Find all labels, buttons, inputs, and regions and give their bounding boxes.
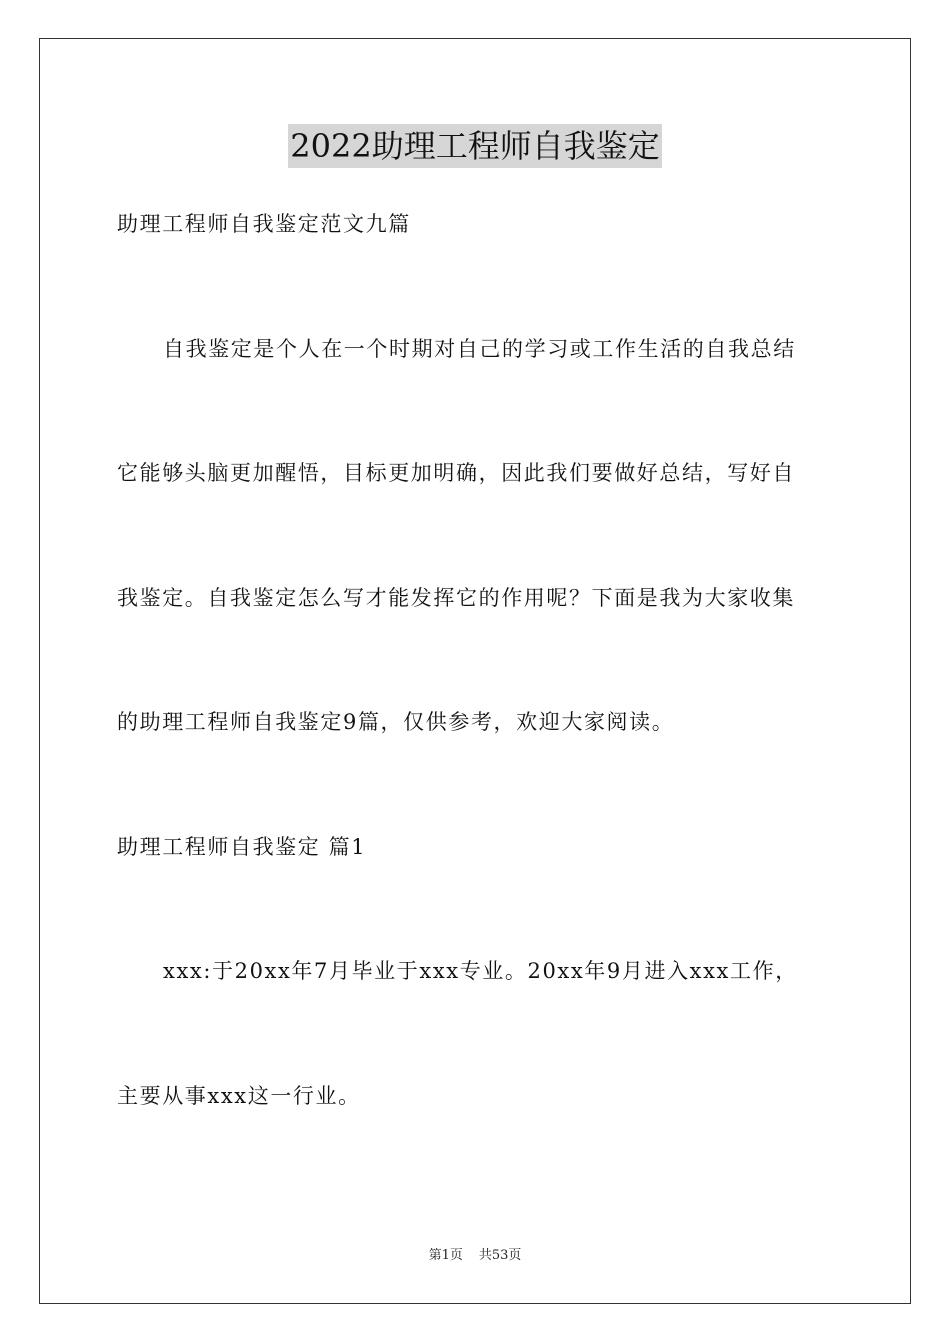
- subtitle-line: 助理工程师自我鉴定范文九篇: [117, 212, 411, 236]
- paragraph-line: xxx:于20xx年7月毕业于xxx专业。20xx年9月进入xxx工作，: [163, 959, 798, 983]
- paragraph-line: 我鉴定。自我鉴定怎么写才能发挥它的作用呢？下面是我为大家收集: [117, 586, 795, 610]
- page-footer: [0, 1247, 950, 1265]
- title-container: [0, 124, 950, 168]
- page-number: 第1页: [428, 1248, 463, 1263]
- page-total: 共53页: [478, 1248, 522, 1263]
- paragraph-line: 主要从事xxx这一行业。: [117, 1084, 361, 1108]
- document-title: 2022助理工程师自我鉴定: [288, 124, 661, 168]
- paragraph-line: 的助理工程师自我鉴定9篇，仅供参考，欢迎大家阅读。: [117, 710, 675, 734]
- section-heading: 助理工程师自我鉴定 篇1: [117, 835, 367, 859]
- paragraph-line: 自我鉴定是个人在一个时期对自己的学习或工作生活的自我总结: [163, 337, 796, 361]
- paragraph-line: 它能够头脑更加醒悟，目标更加明确，因此我们要做好总结，写好自: [117, 461, 795, 485]
